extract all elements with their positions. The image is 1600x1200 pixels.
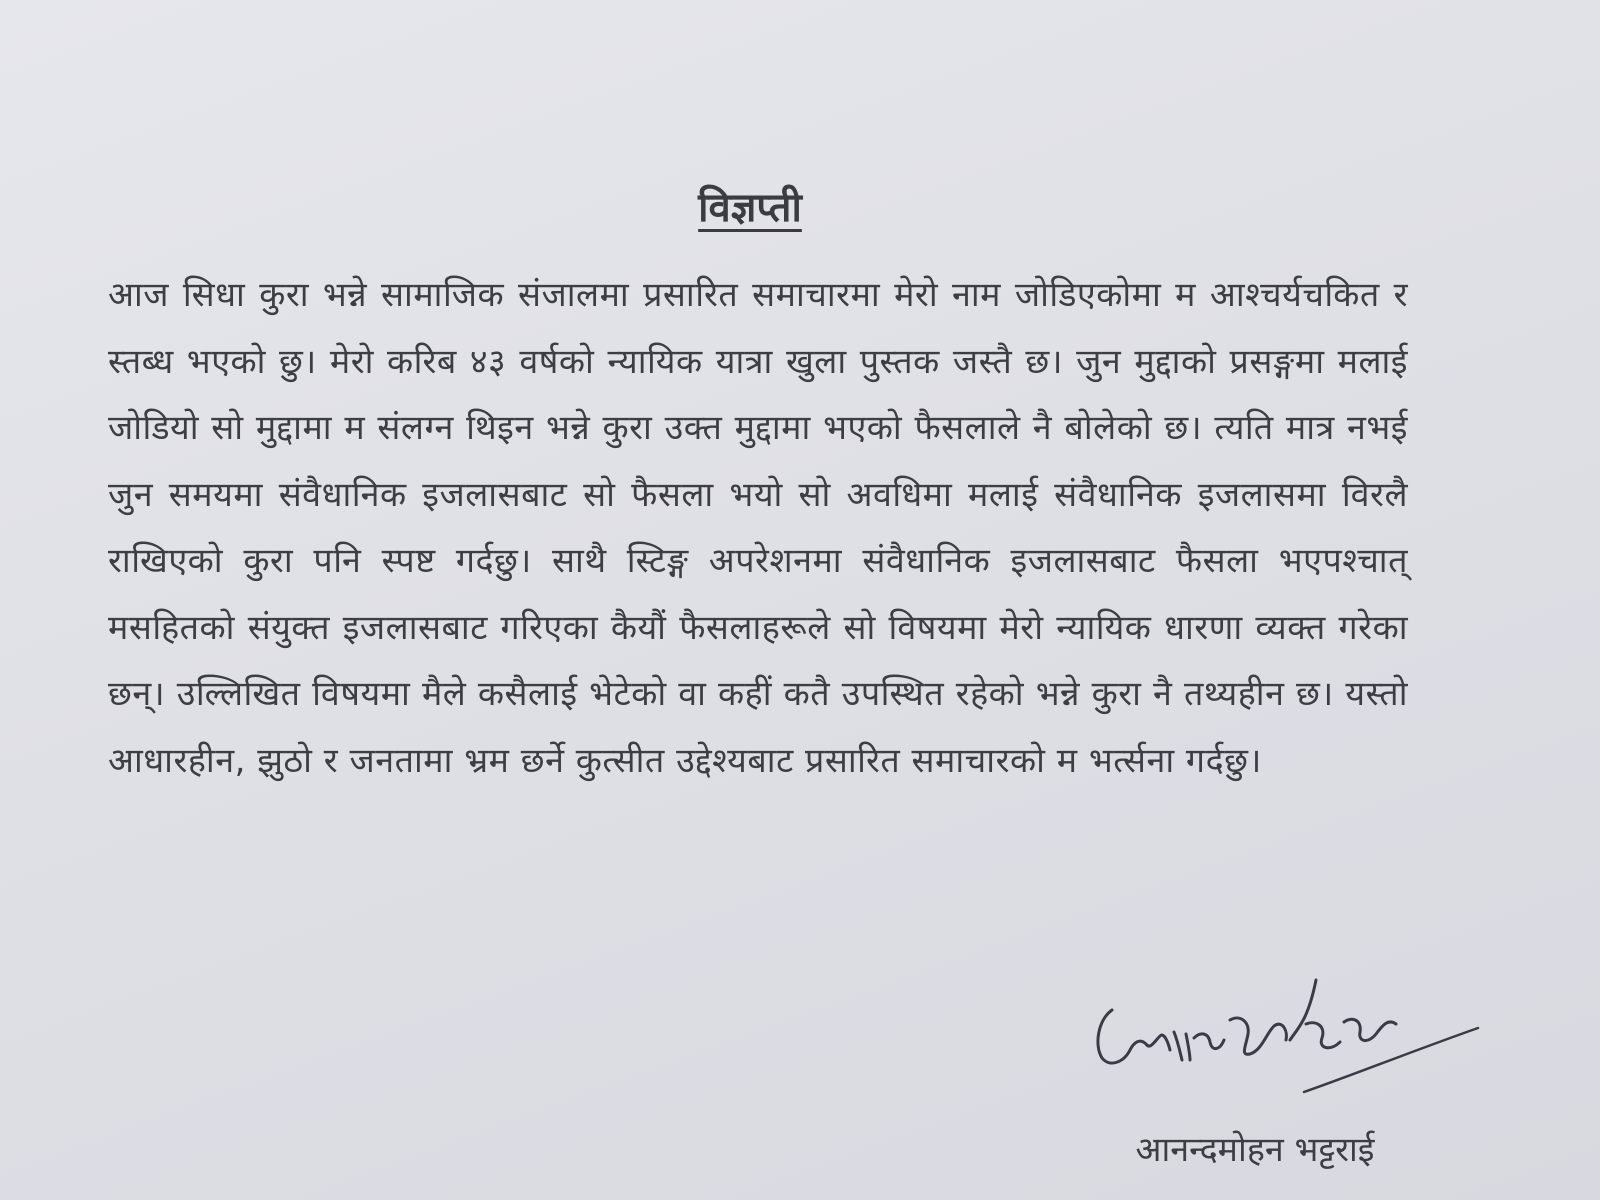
signer-name: आनन्दमोहन भट्टराई xyxy=(1135,1130,1375,1170)
handwritten-signature xyxy=(1090,970,1490,1100)
document-body: आज सिधा कुरा भन्ने सामाजिक संजालमा प्रसारित समाचारमा मेरो नाम जोडिएकोमा म आश्चर्यचकित र स्तब्ध भएको छु। मेरो करिब ४३ वर्षको न्यायिक यात्रा खुला पुस्तक जस्तै छ। जुन मुद्दाको प्रसङ्गमा मलाई जोडियो सो मुद्दामा म संलग्न थिइन भन्ने कुरा उक्त मुद्दामा भएको फैसलाले नै बोलेको छ। त्यति मात्र नभई जुन समयमा संवैधानिक इजलासबाट सो फैसला भयो सो अवधिमा मलाई संवैधानिक इजलासमा विरलै राखिएको कुरा पनि स्पष्ट गर्दछु। साथै स्टिङ्ग अपरेशनमा संवैधानिक इजलासबाट फैसला भएपश्चात् मसहितको संयुक्त इजलासबाट गरिएका कैयौं फैसलाहरूले सो विषयमा मेरो न्यायिक धारणा व्यक्त गरेका छन्। उल्लिखित विषयमा मैले कसैलाई भेटेको वा कहीं कतै उपस्थित रहेको भन्ने कुरा नै तथ्यहीन छ। यस्तो आधारहीन, झुठो र जनतामा भ्रम छर्ने कुत्सीत उद्देश्यबाट प्रसारित समाचारको म भर्त्सना गर्दछु। xyxy=(108,275,1408,781)
document-title: विज्ञप्ती xyxy=(698,185,802,231)
